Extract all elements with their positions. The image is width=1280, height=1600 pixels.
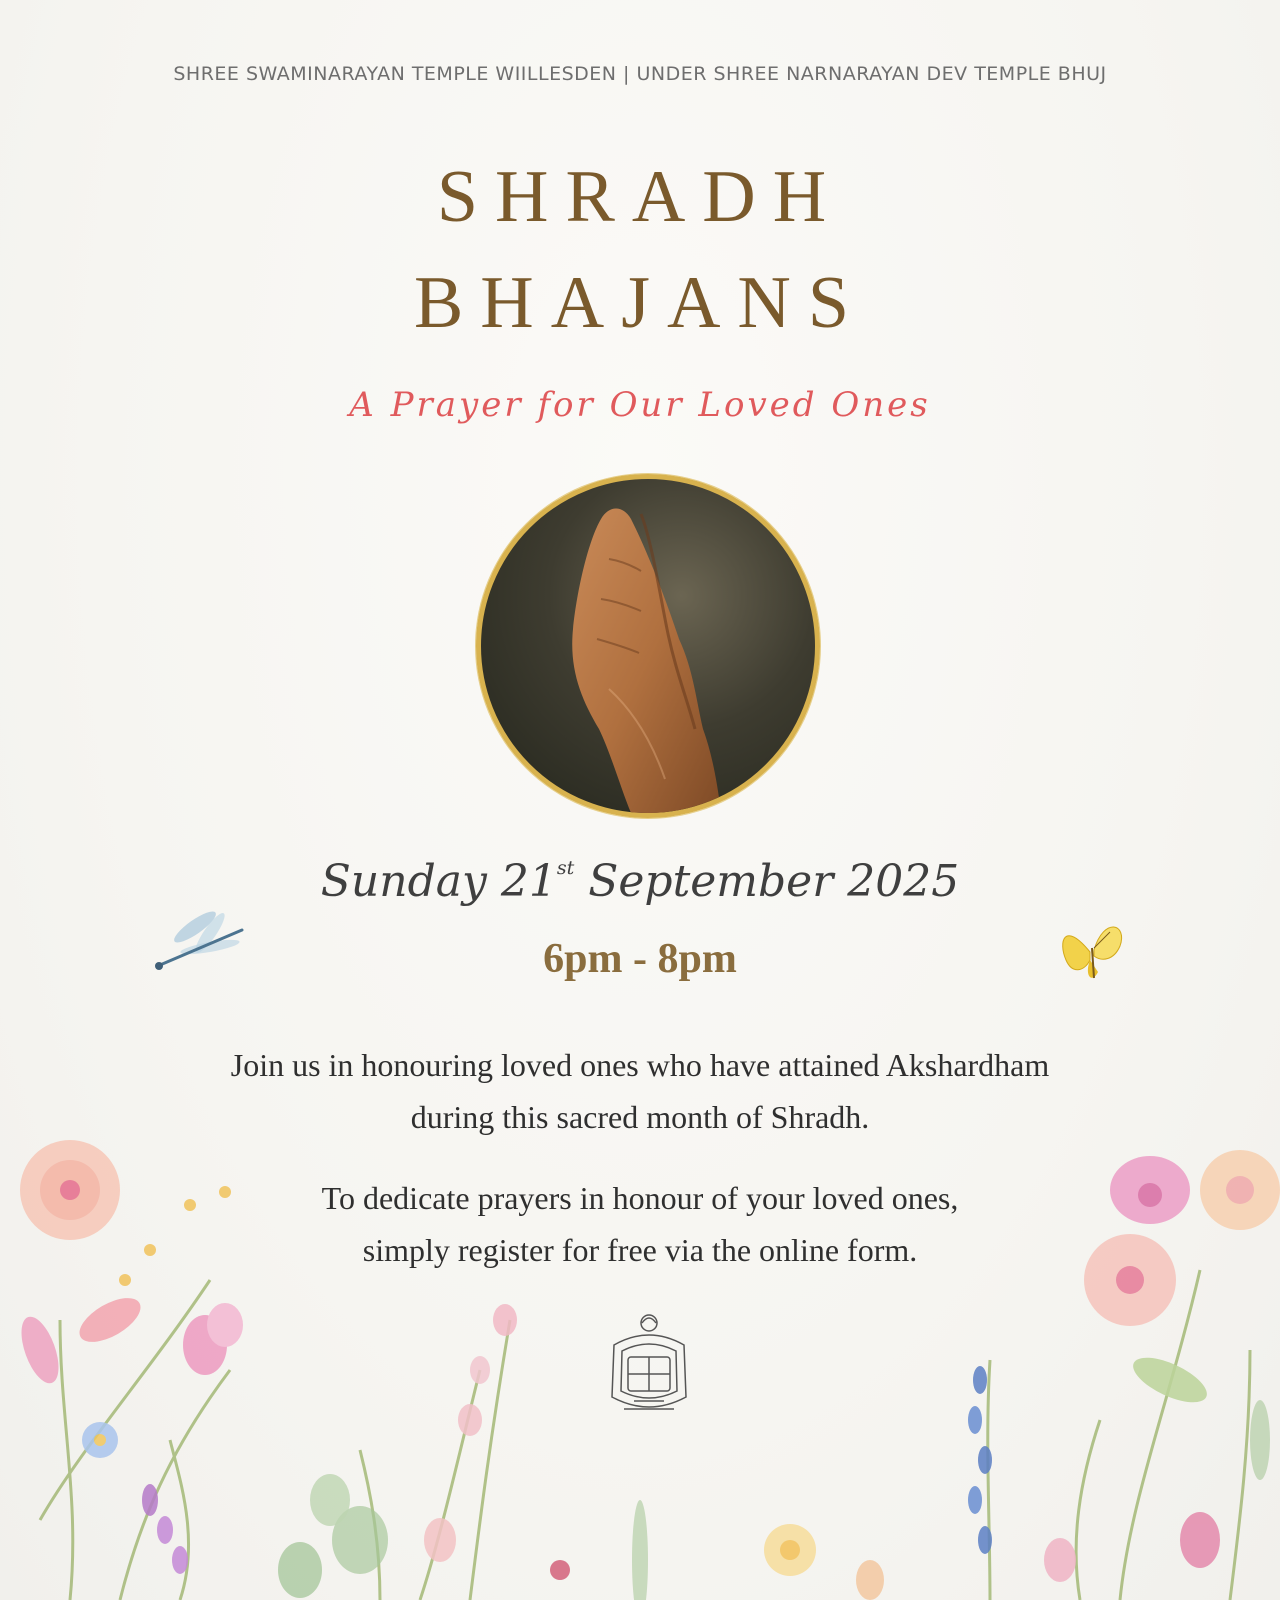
dragonfly-icon xyxy=(150,905,250,975)
event-title-line1: SHRADH xyxy=(436,156,844,238)
description-line: Join us in honouring loved ones who have attained Akshardham xyxy=(230,1047,1050,1083)
registration-line: To dedicate prayers in honour of your loved ones, xyxy=(321,1180,959,1216)
event-subtitle: A Prayer for Our Loved Ones xyxy=(349,385,931,425)
butterfly-icon xyxy=(1054,912,1134,988)
event-title-line2: BHAJANS xyxy=(413,262,867,344)
date-suffix: st xyxy=(556,857,575,879)
event-date xyxy=(0,856,1280,907)
event-time: 6pm - 8pm xyxy=(543,936,737,982)
date-month-year: September 2025 xyxy=(588,856,960,907)
date-day: Sunday 21 xyxy=(320,856,557,907)
registration-line: simply register for free via the online form. xyxy=(362,1232,918,1268)
temple-tagline: SHREE SWAMINARAYAN TEMPLE WIILLESDEN | UNDER SHREE NARNARAYAN DEV TEMPLE BHUJ xyxy=(173,63,1107,85)
praying-hands-icon xyxy=(476,474,820,818)
floral-border-decoration xyxy=(0,1120,1280,1600)
description-line: during this sacred month of Shradh. xyxy=(410,1099,870,1135)
